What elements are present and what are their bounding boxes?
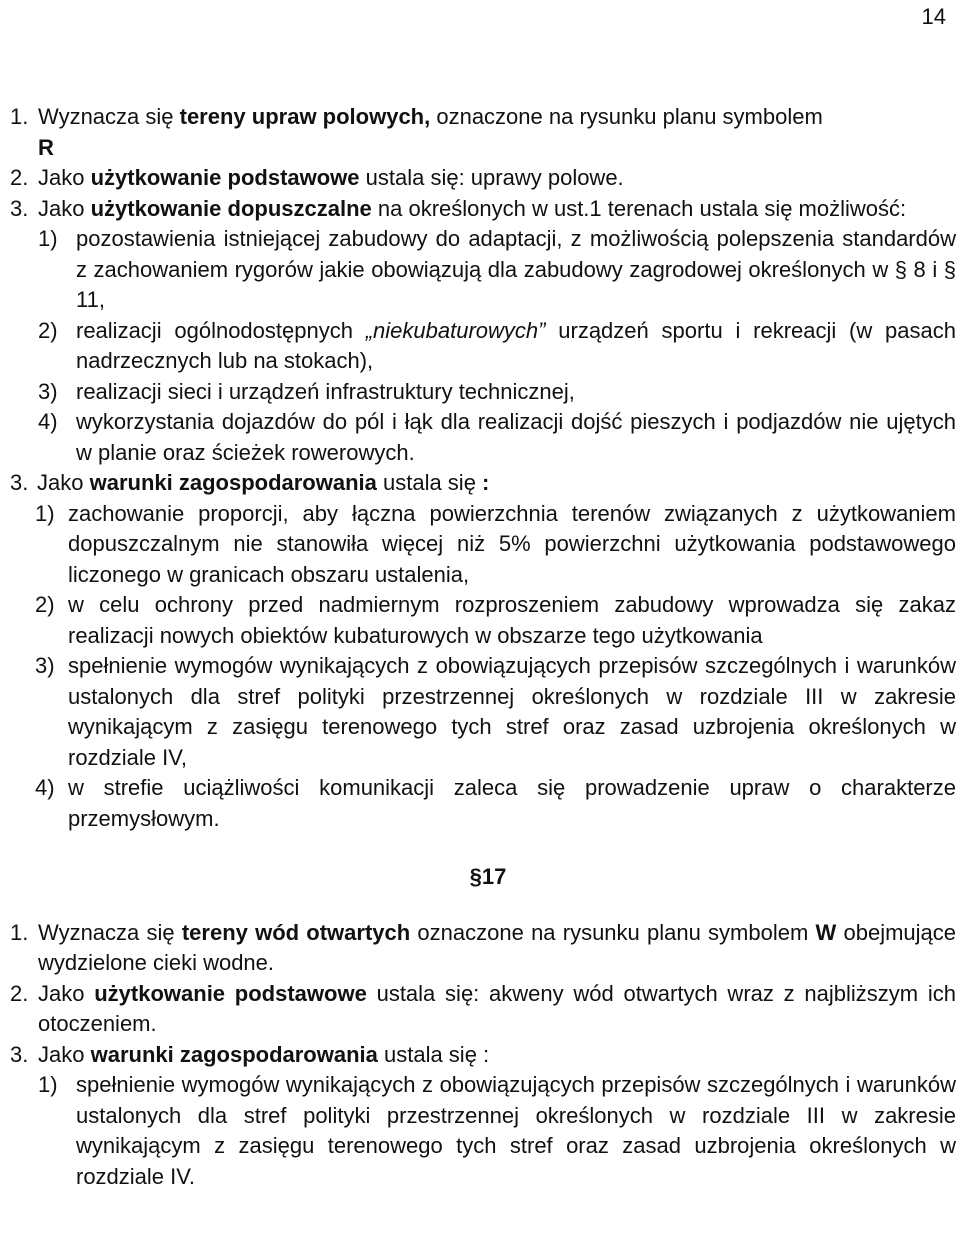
item-text-part: oznaczone na rysunku planu symbolem	[410, 919, 816, 945]
subitem-number: 1)	[38, 226, 58, 251]
section16-item-2	[10, 163, 956, 194]
subitem-number: 2)	[35, 592, 55, 617]
item-number: 3.	[10, 1041, 29, 1067]
item-bold-term: użytkowanie podstawowe	[94, 980, 367, 1006]
subitem-number: 3)	[35, 653, 55, 678]
item-text-part: ustala się: uprawy polowe.	[359, 165, 624, 190]
item-number: 3.	[10, 470, 29, 495]
item-text-part: Jako	[38, 195, 91, 221]
section16-item-3b	[10, 468, 956, 499]
subitem-text: wykorzystania dojazdów do pól i łąk dla realizacji dojść pieszych i podjazdów nie ujętych w planie oraz ścieżek rowerowych.	[76, 409, 956, 465]
item-bold-term: tereny wód otwartych	[181, 919, 411, 945]
item-text-part: Wyznacza się	[38, 919, 182, 945]
section17-item-3	[10, 1040, 956, 1071]
subitem-text: spełnienie wymogów wynikających z obowiązujących przepisów szczególnych i warunków ustalonych dla stref polityki przestrzennej określonych w rozdziale III w zakresie wynikającym z zasięgu terenowego tych stref oraz zasad uzbrojenia określonych w rozdziale IV.	[76, 1072, 956, 1189]
item-text-part: ustala się	[376, 470, 483, 495]
section16-item-1	[10, 102, 956, 163]
item-text	[38, 163, 956, 194]
item-text-part: Jako	[38, 1041, 91, 1067]
subitem-number: 2)	[38, 317, 58, 343]
condition-subitem-3	[10, 651, 956, 773]
subitem-number: 1)	[35, 500, 55, 526]
item-text-part: ustala się: akweny wód otwartych wraz z najbliższym ich otoczeniem.	[38, 980, 956, 1036]
section17-item-1	[10, 918, 956, 979]
section17-condition-subitem-1	[10, 1070, 956, 1192]
section17-item-2	[10, 979, 956, 1040]
plan-symbol: W	[815, 919, 837, 945]
subitem-text: w celu ochrony przed nadmiernym rozproszeniem zabudowy wprowadza się zakaz realizacji nowych obiektów kubaturowych w obszarze tego użytkowania	[68, 592, 956, 648]
item-text-part: Wyznacza się	[38, 104, 180, 129]
allowed-subitem-2	[10, 316, 956, 377]
page-number: 14	[921, 4, 946, 29]
item-text	[38, 194, 956, 225]
allowed-subitem-1	[10, 224, 956, 316]
item-text	[38, 1040, 956, 1071]
item-text	[37, 468, 956, 499]
subitem-text: w strefie uciążliwości komunikacji zaleca się prowadzenie upraw o charakterze przemysłowym.	[68, 775, 956, 831]
item-text-part: Jako	[37, 470, 90, 495]
item-number: 1.	[10, 919, 29, 945]
subitem-text-part: realizacji ogólnodostępnych	[76, 317, 366, 343]
subitem-number: 4)	[35, 775, 55, 800]
item-bold-term: tereny upraw polowych,	[179, 104, 431, 129]
condition-subitem-4	[10, 773, 956, 834]
item-text	[38, 102, 956, 163]
subitem-text: pozostawienia istniejącej zabudowy do adaptacji, z możliwością polepszenia standardów z zachowaniem rygorów jakie obowiązują dla zabudowy zagrodowej określonych w § 8 i § 11,	[76, 226, 956, 312]
subitem-italic-term: „niekubaturowych”	[365, 317, 546, 343]
item-bold-term: warunki zagospodarowania	[89, 470, 377, 495]
item-number: 3.	[10, 195, 29, 221]
subitem-number: 1)	[38, 1072, 58, 1097]
allowed-subitem-3	[10, 377, 956, 408]
item-text	[38, 918, 956, 979]
allowed-subitem-4	[10, 407, 956, 468]
item-text-part: ustala się :	[377, 1041, 490, 1067]
subitem-text	[76, 316, 956, 377]
item-text	[38, 979, 956, 1040]
condition-subitem-2	[10, 590, 956, 651]
subitem-number: 4)	[38, 409, 58, 434]
plan-symbol: R	[38, 134, 54, 160]
item-text-part: Jako	[38, 980, 95, 1006]
item-bold-term: użytkowanie dopuszczalne	[90, 195, 372, 221]
item-text-part: Jako	[38, 165, 91, 190]
subitem-text: zachowanie proporcji, aby łączna powierzchnia terenów związanych z użytkowaniem dopuszczalnym nie stanowiła więcej niż 5% powierzchni użytkowania podstawowego liczonego w granicach obszaru ustalenia,	[68, 500, 956, 587]
item-text-part: oznaczone na rysunku planu symbolem	[430, 104, 823, 129]
subitem-text: realizacji sieci i urządzeń infrastruktury technicznej,	[76, 378, 575, 404]
item-bold-colon: :	[482, 470, 490, 495]
document-body	[10, 102, 956, 1192]
subitem-text-part: urządzeń sportu i rekreacji (w pasach nadrzecznych lub na stokach),	[76, 317, 956, 373]
item-text-part: na określonych w ust.1 terenach ustala się możliwość:	[371, 195, 907, 221]
item-number: 2.	[10, 165, 29, 190]
item-text-part: obejmujące wydzielone cieki wodne.	[38, 919, 957, 975]
section-heading: §17	[469, 864, 507, 889]
item-number: 1.	[10, 104, 29, 129]
condition-subitem-1	[10, 499, 956, 591]
subitem-text: spełnienie wymogów wynikających z obowiązujących przepisów szczególnych i warunków ustalonych dla stref polityki przestrzennej określonych w rozdziale III w zakresie wynikającym z zasięgu terenowego tych stref oraz zasad uzbrojenia określonych w rozdziale IV,	[68, 653, 956, 770]
item-number: 2.	[10, 980, 29, 1006]
item-bold-term: użytkowanie podstawowe	[90, 165, 360, 190]
item-bold-term: warunki zagospodarowania	[90, 1041, 378, 1067]
subitem-number: 3)	[38, 378, 58, 404]
section16-item-3	[10, 194, 956, 225]
